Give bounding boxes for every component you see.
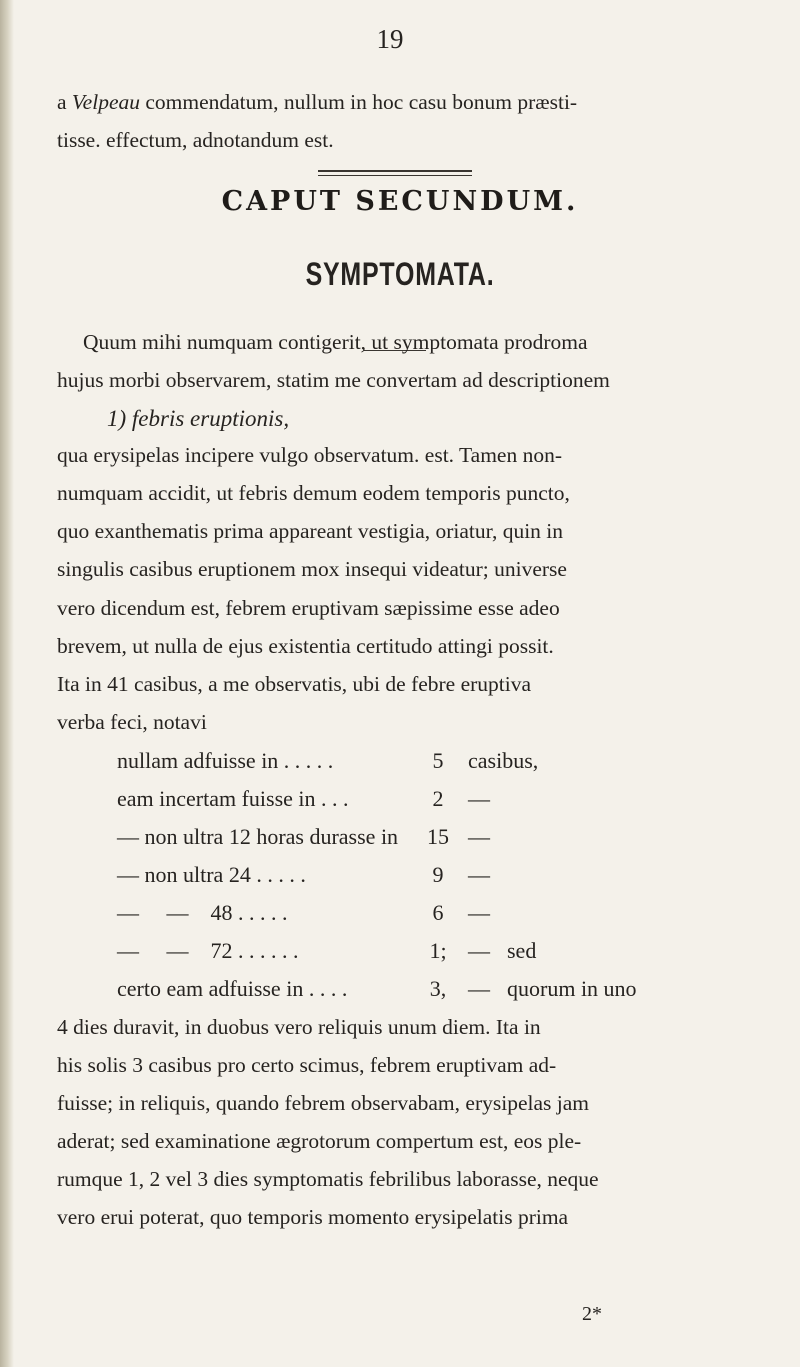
chapter-divider-bottom xyxy=(318,175,472,176)
table-row-unit: casibus, xyxy=(468,748,539,773)
table-row-dash: — xyxy=(468,900,490,925)
paragraph3-line: fuisse; in reliquis, quando febrem observabam, erysipelas jam xyxy=(57,1091,589,1115)
intro-prefix: a xyxy=(57,90,72,114)
paragraph3-line: aderat; sed examinatione ægrotorum compertum est, eos ple- xyxy=(57,1129,582,1153)
table-row-label: — non ultra 24 . . . . . xyxy=(117,862,306,887)
chapter-divider-top xyxy=(318,170,472,172)
table-row-label: — — 48 . . . . . xyxy=(117,900,288,925)
paragraph1-line-1: Quum mihi numquam contigerit, ut symptomata prodroma xyxy=(83,330,588,354)
table-row-tail: sed xyxy=(507,938,537,963)
section-heading: 1) febris eruptionis, xyxy=(107,406,290,431)
table-row-number: 1; xyxy=(429,938,447,963)
table-row-number: 3, xyxy=(429,976,447,1001)
signature-mark: 2* xyxy=(582,1303,602,1325)
table-row-number: 15 xyxy=(427,824,449,849)
paragraph3-line: 4 dies duravit, in duobus vero reliquis unum diem. Ita in xyxy=(57,1015,541,1039)
paragraph3-line: rumque 1, 2 vel 3 dies symptomatis febrilibus laborasse, neque xyxy=(57,1167,599,1191)
page-number: 19 xyxy=(376,24,404,54)
table-row-label: certo eam adfuisse in . . . . xyxy=(117,976,348,1001)
intro-line-2: tisse. effectum, adnotandum est. xyxy=(57,128,334,152)
table-row-label: — non ultra 12 horas durasse in xyxy=(117,824,399,849)
table-row-number: 6 xyxy=(432,900,444,925)
paragraph2-line: singulis casibus eruptionem mox insequi videatur; universe xyxy=(57,557,567,581)
intro-rest: commendatum, nullum in hoc casu bonum præsti- xyxy=(139,90,578,114)
table-row-tail: quorum in uno xyxy=(507,976,637,1001)
table-row-label: eam incertam fuisse in . . . xyxy=(117,786,349,811)
intro-line-1 xyxy=(57,90,577,115)
table-row-label: — — 72 . . . . . . xyxy=(117,938,299,963)
paragraph2-line: vero dicendum est, febrem eruptivam sæpissime esse adeo xyxy=(57,596,560,620)
chapter-caput: CAPUT SECUNDUM. xyxy=(221,186,579,217)
paragraph1-line-2: hujus morbi observarem, statim me convertam ad descriptionem xyxy=(57,368,610,392)
table-row-dash: — xyxy=(468,938,490,963)
paragraph2-line: qua erysipelas incipere vulgo observatum. est. Tamen non- xyxy=(57,443,562,467)
paragraph2-line: brevem, ut nulla de ejus existentia certitudo attingi possit. xyxy=(57,634,554,658)
table-row-number: 5 xyxy=(432,748,444,773)
paragraph3-line: his solis 3 casibus pro certo scimus, febrem eruptivam ad- xyxy=(57,1053,557,1077)
table-row-dash: — xyxy=(468,786,490,811)
table-row-label: nullam adfuisse in . . . . . xyxy=(117,748,334,773)
table-row-dash: — xyxy=(468,976,490,1001)
table-row-number: 9 xyxy=(432,862,444,887)
paragraph2-line: verba feci, notavi xyxy=(57,710,207,734)
paragraph2-line: Ita in 41 casibus, a me observatis, ubi de febre eruptiva xyxy=(57,672,532,696)
table-row-number: 2 xyxy=(432,786,444,811)
author-name: Velpeau xyxy=(71,90,140,114)
table-row-dash: — xyxy=(468,862,490,887)
paragraph3-line: vero erui poterat, quo temporis momento erysipelatis prima xyxy=(57,1205,569,1229)
paragraph2-line: quo exanthematis prima appareant vestigia, oriatur, quin in xyxy=(57,519,564,543)
chapter-title: SYMPTOMATA. xyxy=(305,256,495,292)
paragraph2-line: numquam accidit, ut febris demum eodem temporis puncto, xyxy=(57,481,570,505)
table-row-dash: — xyxy=(468,824,490,849)
